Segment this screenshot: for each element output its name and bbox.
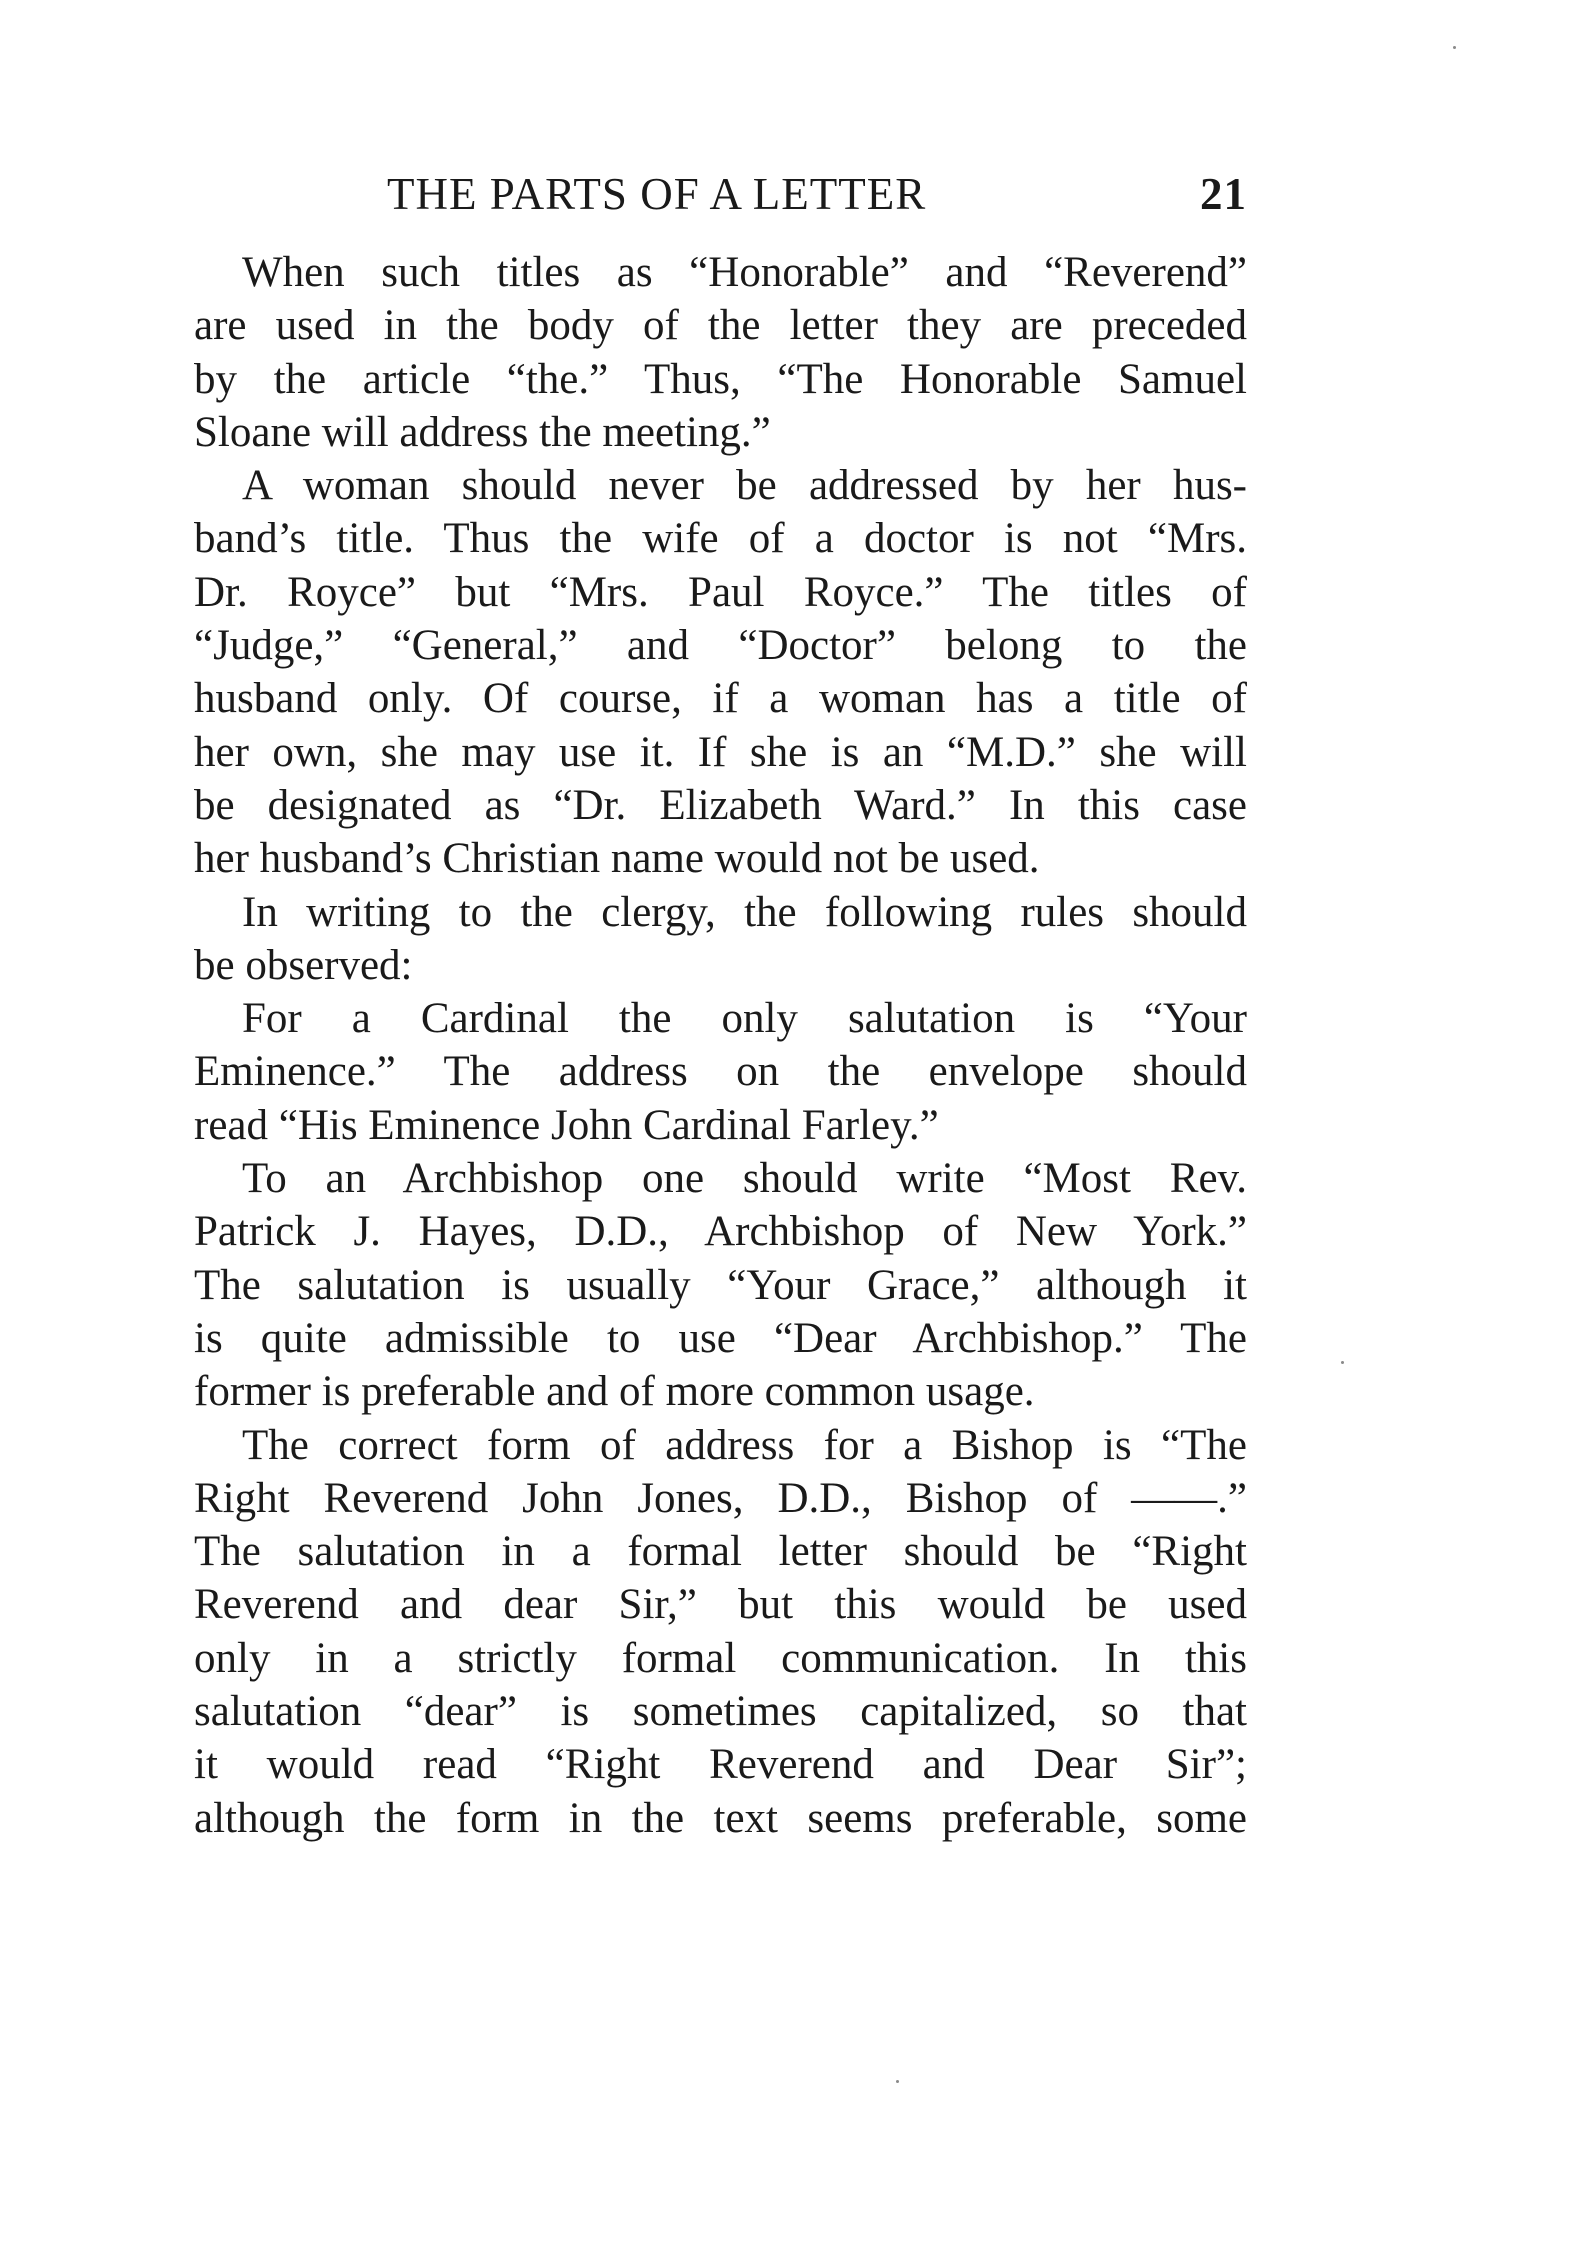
text-line: although the form in the text seems preferable, some bbox=[194, 1794, 1247, 1842]
text-line: read “His Eminence John Cardinal Farley.” bbox=[194, 1101, 939, 1149]
running-title: THE PARTS OF A LETTER bbox=[387, 169, 927, 219]
body-text bbox=[194, 246, 1247, 1845]
paper-speck bbox=[1453, 46, 1456, 49]
text-line: Patrick J. Hayes, D.D., Archbishop of New York.” bbox=[194, 1208, 1247, 1256]
text-line: In writing to the clergy, the following rules should bbox=[242, 888, 1247, 936]
text-line: is quite admissible to use “Dear Archbishop.” The bbox=[194, 1314, 1247, 1362]
paper-speck bbox=[896, 2080, 899, 2083]
text-line: For a Cardinal the only salutation is “Your bbox=[242, 995, 1247, 1043]
text-line: A woman should never be addressed by her hus- bbox=[242, 462, 1247, 510]
text-line: Sloane will address the meeting.” bbox=[194, 408, 771, 456]
text-line: Eminence.” The address on the envelope should bbox=[194, 1048, 1247, 1096]
text-line: When such titles as “Honorable” and “Reverend” bbox=[242, 249, 1247, 296]
text-line: The salutation in a formal letter should be “Right bbox=[194, 1528, 1247, 1576]
paper-speck bbox=[1341, 1361, 1344, 1364]
text-line: her own, she may use it. If she is an “M.D.” she will bbox=[194, 728, 1247, 776]
text-line: Right Reverend John Jones, D.D., Bishop of ——.” bbox=[194, 1474, 1247, 1522]
text-line: are used in the body of the letter they are preceded bbox=[194, 302, 1247, 350]
page-number: 21 bbox=[1200, 169, 1247, 219]
text-line: The salutation is usually “Your Grace,” although it bbox=[194, 1261, 1247, 1309]
text-line: it would read “Right Reverend and Dear Sir”; bbox=[194, 1741, 1247, 1789]
text-line: The correct form of address for a Bishop is “The bbox=[242, 1421, 1247, 1469]
text-line: by the article “the.” Thus, “The Honorable Samuel bbox=[194, 355, 1247, 403]
text-line: Dr. Royce” but “Mrs. Paul Royce.” The titles of bbox=[194, 568, 1247, 616]
text-line: husband only. Of course, if a woman has a title of bbox=[194, 675, 1247, 723]
running-head bbox=[194, 168, 1247, 228]
text-line: her husband’s Christian name would not be used. bbox=[194, 835, 1040, 883]
text-line: be designated as “Dr. Elizabeth Ward.” In this case bbox=[194, 781, 1247, 829]
text-line: salutation “dear” is sometimes capitalized, so that bbox=[194, 1688, 1247, 1736]
text-line: only in a strictly formal communication. In this bbox=[194, 1634, 1247, 1682]
text-line: “Judge,” “General,” and “Doctor” belong to the bbox=[194, 622, 1247, 670]
text-line: former is preferable and of more common usage. bbox=[194, 1368, 1035, 1416]
text-line: To an Archbishop one should write “Most Rev. bbox=[242, 1155, 1247, 1203]
text-line: Reverend and dear Sir,” but this would be used bbox=[194, 1581, 1247, 1629]
text-line: band’s title. Thus the wife of a doctor is not “Mrs. bbox=[194, 515, 1247, 563]
text-line: be observed: bbox=[194, 941, 413, 989]
